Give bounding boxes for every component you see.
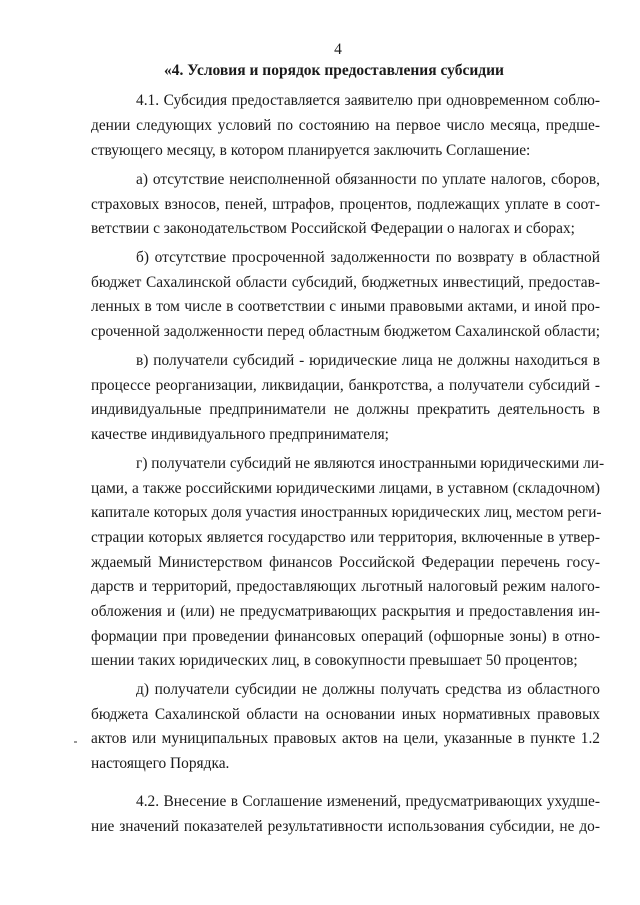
- text-line: капитале которых доля участия иностранных юридических лиц, местом реги-: [91, 504, 602, 521]
- text-line: 4.2. Внесение в Соглашение изменений, предусматривающих ухудше-: [136, 793, 600, 810]
- text-line: дении следующих условий по состоянию на первое число месяца, предше-: [91, 117, 600, 134]
- text-line: страции которых является государство или территория, включенные в утвер-: [91, 529, 600, 546]
- text-line: б) отсутствие просроченной задолженности по возврату в областной: [136, 249, 600, 266]
- text-line: а) отсутствие неисполненной обязанности по уплате налогов, сборов,: [136, 171, 600, 188]
- text-line: 4.1. Субсидия предоставляется заявителю при одновременном соблю-: [136, 92, 600, 109]
- text-line: в) получатели субсидий - юридические лица не должны находиться в: [136, 352, 600, 369]
- text-line: актов или муниципальных правовых актов на цели, указанные в пункте 1.2: [91, 730, 600, 747]
- text-line: ленных в том числе в соответствии с иными правовыми актами, и иной про-: [91, 298, 600, 315]
- text-line: сроченной задолженности перед областным бюджетом Сахалинской области;: [91, 323, 600, 340]
- text-line: цами, а также российскими юридическими лицами, в уставном (складочном): [91, 480, 600, 497]
- text-line: страховых взносов, пеней, штрафов, процентов, подлежащих уплате в соот-: [91, 196, 600, 213]
- text-line: бюджет Сахалинской области субсидий, бюджетных инвестиций, предостав-: [91, 274, 600, 291]
- text-line: д) получатели субсидии не должны получать средства из областного: [136, 681, 600, 698]
- text-line: обложения и (или) не предусматривающих раскрытия и предоставления ин-: [91, 603, 600, 620]
- text-line: индивидуальные предприниматели не должны прекратить деятельность в: [91, 401, 600, 418]
- text-line: настоящего Порядка.: [91, 755, 230, 772]
- text-line: ствующего месяцу, в котором планируется заключить Соглашение:: [91, 142, 531, 159]
- text-line: шении таких юридических лиц, в совокупности превышает 50 процентов;: [91, 652, 578, 669]
- text-line: процессе реорганизации, ликвидации, банкротства, а получатели субсидий -: [91, 377, 600, 394]
- text-line: бюджета Сахалинской области на основании иных нормативных правовых: [91, 706, 600, 723]
- page-number: 4: [334, 41, 342, 58]
- text-line: ние значений показателей результативности использования субсидии, не до-: [91, 818, 600, 835]
- section-heading: «4. Условия и порядок предоставления субсидии: [164, 62, 504, 79]
- text-line: качестве индивидуального предпринимателя;: [91, 426, 389, 443]
- text-line: дарств и территорий, предоставляющих льготный налоговый режим налого-: [91, 578, 600, 595]
- scan-speck: [74, 741, 77, 743]
- text-line: формации при проведении финансовых операций (офшорные зоны) в отно-: [91, 628, 600, 645]
- text-line: ждаемый Министерством финансов Российской Федерации перечень госу-: [91, 554, 600, 571]
- text-line: г) получатели субсидий не являются иностранными юридическими ли-: [136, 455, 605, 472]
- text-line: ветствии с законодательством Российской Федерации о налогах и сборах;: [91, 220, 575, 237]
